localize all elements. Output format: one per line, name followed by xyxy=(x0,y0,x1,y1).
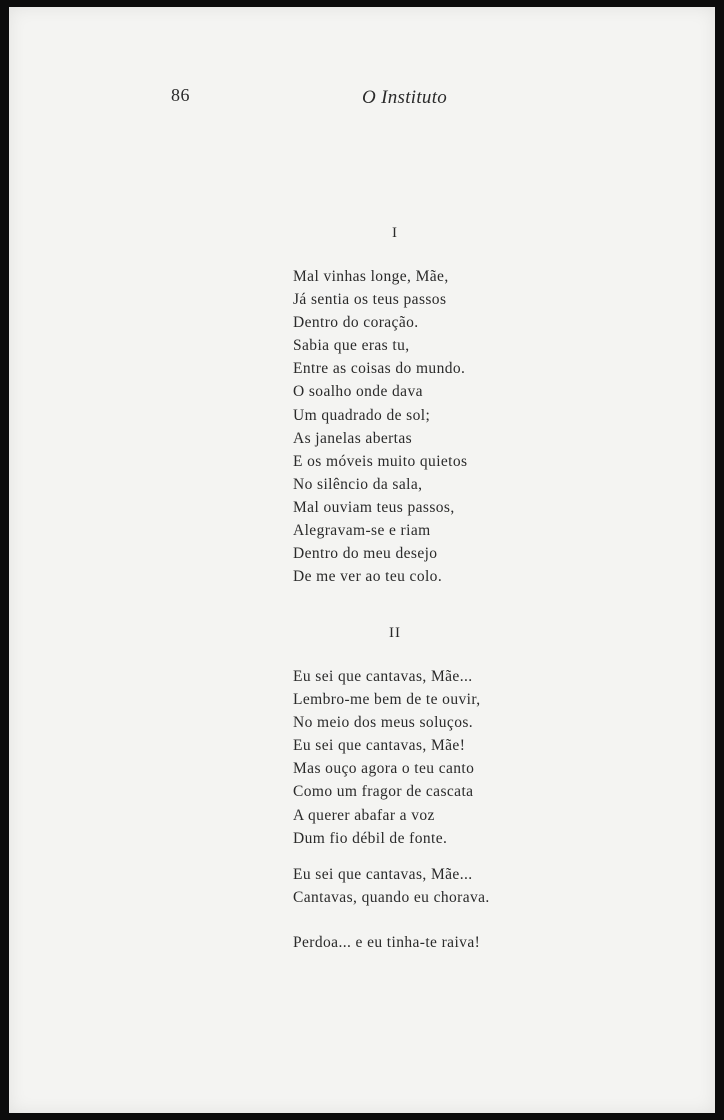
poem-line: Alegravam-se e riam xyxy=(293,522,431,540)
poem-section-2-stanza-1 xyxy=(293,665,481,850)
section-numeral-1: I xyxy=(392,225,398,241)
poem-line: Como um fragor de cascata xyxy=(293,783,474,801)
poem-line: Lembro-me bem de te ouvir, xyxy=(293,691,481,709)
section-numeral-2: II xyxy=(389,625,401,641)
poem-line: Sabia que eras tu, xyxy=(293,337,410,355)
poem-line: Perdoa... e eu tinha-te raiva! xyxy=(293,934,481,951)
poem-section-1-stanza xyxy=(293,265,467,588)
poem-line: Dum fio débil de fonte. xyxy=(293,829,448,847)
poem-line: Um quadrado de sol; xyxy=(293,406,431,424)
poem-line: A querer abafar a voz xyxy=(293,806,435,824)
poem-line: No meio dos meus soluços. xyxy=(293,714,474,732)
poem-line: Eu sei que cantavas, Mãe! xyxy=(293,737,466,755)
poem-section-2-stanza-2 xyxy=(293,863,490,909)
page-number: 86 xyxy=(171,85,190,105)
poem-line: Dentro do coração. xyxy=(293,314,419,332)
poem-line: O soalho onde dava xyxy=(293,383,423,401)
book-page xyxy=(9,7,715,1113)
poem-line: Eu sei que cantavas, Mãe... xyxy=(293,866,473,883)
poem-line: As janelas abertas xyxy=(293,429,413,447)
poem-line: Dentro do meu desejo xyxy=(293,545,438,563)
poem-line: De me ver ao teu colo. xyxy=(293,568,443,586)
poem-line: Mas ouço agora o teu canto xyxy=(293,760,475,778)
poem-section-2-stanza-3 xyxy=(293,931,480,954)
poem-line: Mal ouviam teus passos, xyxy=(293,498,455,516)
poem-line: Eu sei que cantavas, Mãe... xyxy=(293,668,473,685)
poem-line: Mal vinhas longe, Mãe, xyxy=(293,268,449,285)
poem-line: Cantavas, quando eu chorava. xyxy=(293,889,490,907)
poem-line: Já sentia os teus passos xyxy=(293,291,447,309)
running-head-title: O Instituto xyxy=(362,87,448,108)
poem-line: E os móveis muito quietos xyxy=(293,452,468,470)
poem-line: No silêncio da sala, xyxy=(293,475,423,493)
poem-line: Entre as coisas do mundo. xyxy=(293,360,466,378)
